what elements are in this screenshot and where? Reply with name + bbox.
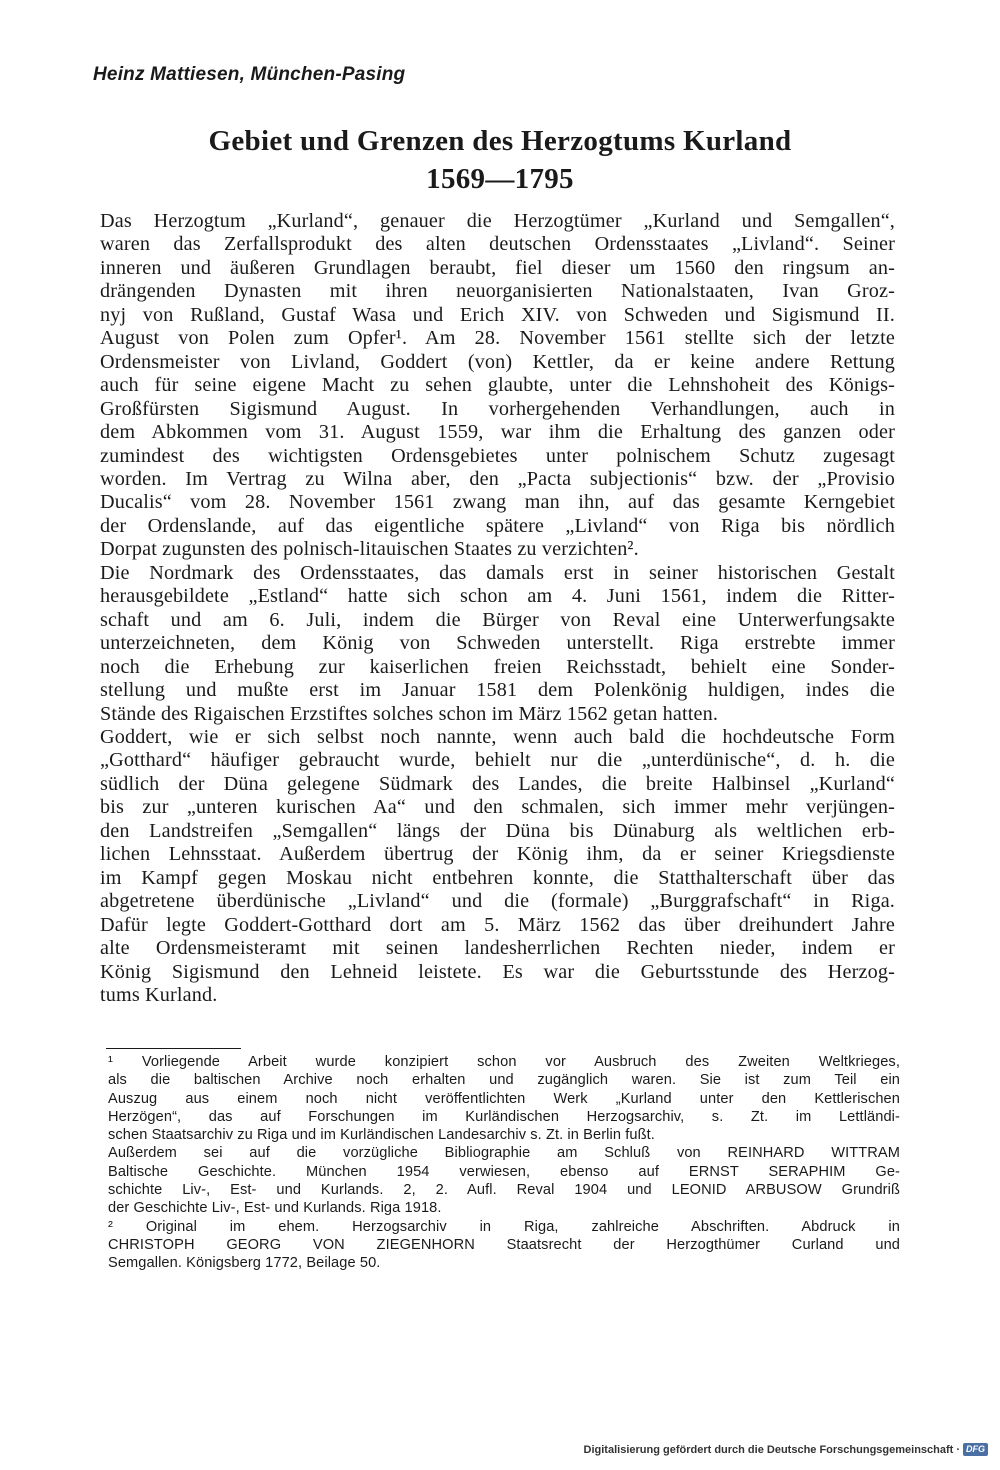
footnote-line: schen Staatsarchiv zu Riga und im Kurländischen Landesarchiv s. Zt. in Berlin fußt.	[108, 1127, 655, 1144]
footnote-divider	[106, 1048, 241, 1049]
footnote-line: Außerdem sei auf die vorzügliche Bibliographie am Schluß von REINHARD WITTRAM	[108, 1145, 900, 1162]
body-line: nyj von Rußland, Gustaf Wasa und Erich XIV. von Schweden und Sigismund II.	[100, 303, 895, 326]
body-line: lichen Lehnsstaat. Außerdem übertrug der König ihm, da er seiner Kriegsdienste	[100, 843, 895, 866]
footnote-line: schichte Liv-, Est- und Kurlands. 2, 2. Aufl. Reval 1904 und LEONID ARBUSOW Grundriß	[108, 1182, 900, 1199]
footnote-line: CHRISTOPH GEORG VON ZIEGENHORN Staatsrecht der Herzogthümer Curland und	[108, 1236, 900, 1253]
footnote-line: Auszug aus einem noch nicht veröffentlichten Werk „Kurland unter den Kettlerischen	[108, 1090, 900, 1107]
credit-text: Digitalisierung gefördert durch die Deutsche Forschungsgemeinschaft	[583, 1443, 954, 1456]
footnote-line: ¹ Vorliegende Arbeit wurde konzipiert schon vor Ausbruch des Zweiten Weltkrieges,	[108, 1054, 900, 1070]
footnote-line: als die baltischen Archive noch erhalten und zugänglich waren. Sie ist zum Teil ein	[108, 1072, 900, 1089]
body-line: Ducalis“ vom 28. November 1561 zwang man ihn, auf das gesamte Kerngebiet	[100, 491, 895, 514]
credit-separator: ·	[956, 1443, 960, 1456]
body-text	[100, 210, 895, 1007]
body-line: noch die Erhebung zur kaiserlichen freien Reichsstadt, behielt eine Sonder-	[100, 655, 895, 678]
body-line: Großfürsten Sigismund August. In vorhergehenden Verhandlungen, auch in	[100, 397, 895, 420]
body-line: waren das Zerfallsprodukt des alten deutschen Ordensstaates „Livland“. Seiner	[100, 233, 895, 256]
body-line: König Sigismund den Lehneid leistete. Es war die Geburtsstunde des Herzog-	[100, 960, 895, 983]
body-line: drängenden Dynasten mit ihren neuorganisierten Nationalstaaten, Ivan Groz-	[100, 280, 895, 303]
body-line: bis zur „unteren kurischen Aa“ und den schmalen, sich immer mehr verjüngen-	[100, 796, 895, 819]
body-line: Dorpat zugunsten des polnisch-litauischen Staates zu verzichten².	[100, 538, 639, 561]
body-line: tums Kurland.	[100, 983, 218, 1006]
title-line-2: 1569—1795	[426, 163, 574, 195]
footnote-line: ² Original im ehem. Herzogsarchiv in Riga, zahlreiche Abschriften. Abdruck in	[108, 1218, 900, 1235]
footnotes	[108, 1053, 900, 1273]
body-line: auch für seine eigene Macht zu sehen glaubte, unter die Lehnshoheit des Königs-	[100, 374, 895, 397]
body-line: Goddert, wie er sich selbst noch nannte, wenn auch bald die hochdeutsche Form	[100, 725, 895, 748]
body-line: inneren und äußeren Grundlagen beraubt, fiel dieser um 1560 den ringsum an-	[100, 256, 895, 279]
body-line: „Gotthard“ häufiger gebraucht wurde, behielt nur die „unterdünische“, d. h. die	[100, 749, 895, 772]
title-line-1: Gebiet und Grenzen des Herzogtums Kurland	[208, 125, 792, 157]
body-line: Das Herzogtum „Kurland“, genauer die Herzogtümer „Kurland und Semgallen“,	[100, 210, 895, 232]
digitization-credit	[584, 1443, 988, 1456]
body-line: im Kampf gegen Moskau nicht entbehren konnte, die Statthalterschaft über das	[100, 866, 895, 889]
body-line: zumindest des wichtigsten Ordensgebietes unter polnischem Schutz zugesagt	[100, 444, 895, 467]
body-line: stellung und mußte erst im Januar 1581 dem Polenkönig huldigen, indes die	[100, 679, 895, 702]
body-line: alte Ordensmeisteramt mit seinen landesherrlichen Rechten nieder, indem er	[100, 937, 895, 960]
body-line: der Ordenslande, auf das eigentliche spätere „Livland“ von Riga bis nördlich	[100, 514, 895, 537]
body-line: Dafür legte Goddert-Gotthard dort am 5. März 1562 das über dreihundert Jahre	[100, 913, 895, 936]
body-line: schaft und am 6. Juli, indem die Bürger von Reval eine Unterwerfungsakte	[100, 608, 895, 631]
body-line: Die Nordmark des Ordensstaates, das damals erst in seiner historischen Gestalt	[100, 561, 895, 584]
dfg-logo-icon: DFG	[963, 1443, 988, 1456]
footnote-line: der Geschichte Liv-, Est- und Kurlands. Riga 1918.	[108, 1200, 442, 1217]
body-line: Ordensmeister von Livland, Goddert (von) Kettler, da er keine andere Rettung	[100, 350, 895, 373]
body-line: abgetretene überdünische „Livland“ und die (formale) „Burggrafschaft“ in Riga.	[100, 890, 895, 913]
body-line: südlich der Düna gelegene Südmark des Landes, die breite Halbinsel „Kurland“	[100, 772, 895, 795]
author-line: Heinz Mattiesen, München-Pasing	[93, 64, 406, 85]
article-title	[60, 122, 940, 198]
body-line: den Landstreifen „Semgallen“ längs der Düna bis Dünaburg als weltlichen erb-	[100, 819, 895, 842]
footnote-line: Semgallen. Königsberg 1772, Beilage 50.	[108, 1255, 381, 1272]
body-line: worden. Im Vertrag zu Wilna aber, den „Pacta subjectionis“ bzw. der „Provisio	[100, 467, 895, 490]
footnote-line: Baltische Geschichte. München 1954 verwiesen, ebenso auf ERNST SERAPHIM Ge-	[108, 1163, 900, 1180]
body-line: August von Polen zum Opfer¹. Am 28. November 1561 stellte sich der letzte	[100, 327, 895, 350]
footnote-line: Herzögen“, das auf Forschungen im Kurländischen Herzogsarchiv, s. Zt. im Lettländi-	[108, 1108, 900, 1125]
body-line: Stände des Rigaischen Erzstiftes solches schon im März 1562 getan hatten.	[100, 702, 719, 725]
body-line: dem Abkommen vom 31. August 1559, war ihm die Erhaltung des ganzen oder	[100, 421, 895, 444]
body-line: unterzeichneten, dem König von Schweden unterstellt. Riga erstrebte immer	[100, 632, 895, 655]
body-line: herausgebildete „Estland“ hatte sich schon am 4. Juni 1561, indem die Ritter-	[100, 585, 895, 608]
